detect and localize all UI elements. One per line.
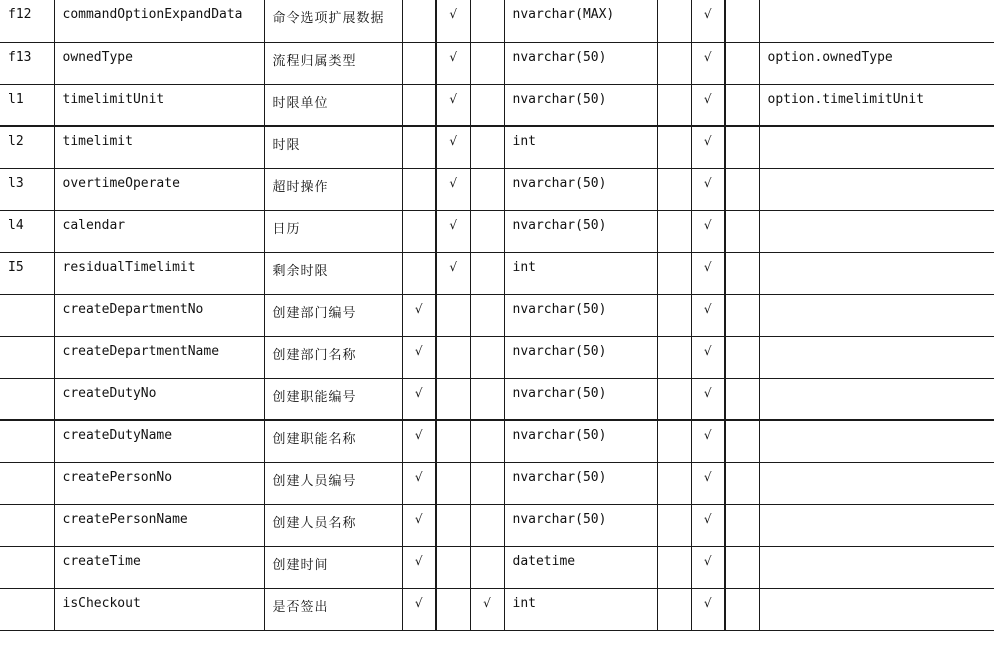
cell-code: f12	[0, 0, 54, 42]
cell-remark	[759, 420, 994, 462]
cell-check-5	[657, 462, 691, 504]
cell-check-2	[436, 420, 470, 462]
cell-check-6: √	[691, 42, 725, 84]
cell-check-1: √	[402, 546, 436, 588]
cell-data-type: nvarchar(50)	[504, 378, 657, 420]
cell-remark	[759, 0, 994, 42]
cell-data-type: nvarchar(50)	[504, 462, 657, 504]
table-row	[0, 252, 994, 294]
cell-label: 创建职能编号	[264, 378, 402, 420]
cell-code	[0, 336, 54, 378]
table-row	[0, 210, 994, 252]
cell-code	[0, 588, 54, 630]
cell-check-3	[470, 546, 504, 588]
cell-check-3: √	[470, 588, 504, 630]
cell-data-type: nvarchar(50)	[504, 84, 657, 126]
cell-data-type: int	[504, 126, 657, 168]
cell-label: 日历	[264, 210, 402, 252]
cell-check-6: √	[691, 336, 725, 378]
cell-check-6: √	[691, 84, 725, 126]
cell-remark	[759, 126, 994, 168]
cell-label: 创建部门名称	[264, 336, 402, 378]
cell-check-2	[436, 378, 470, 420]
cell-check-5	[657, 420, 691, 462]
cell-check-1: √	[402, 378, 436, 420]
cell-field-name: residualTimelimit	[54, 252, 264, 294]
cell-remark	[759, 504, 994, 546]
cell-check-1	[402, 84, 436, 126]
cell-check-7	[725, 336, 759, 378]
cell-field-name: createPersonNo	[54, 462, 264, 504]
cell-data-type: nvarchar(50)	[504, 504, 657, 546]
cell-check-7	[725, 0, 759, 42]
cell-field-name: timelimit	[54, 126, 264, 168]
cell-check-1: √	[402, 462, 436, 504]
cell-check-3	[470, 168, 504, 210]
cell-check-5	[657, 336, 691, 378]
table-row	[0, 0, 994, 42]
cell-code: l3	[0, 168, 54, 210]
cell-data-type: nvarchar(50)	[504, 42, 657, 84]
cell-label: 创建人员编号	[264, 462, 402, 504]
cell-remark	[759, 462, 994, 504]
cell-check-3	[470, 504, 504, 546]
cell-check-6: √	[691, 546, 725, 588]
cell-check-3	[470, 420, 504, 462]
cell-check-1	[402, 168, 436, 210]
cell-check-5	[657, 378, 691, 420]
cell-data-type: int	[504, 588, 657, 630]
cell-check-6: √	[691, 252, 725, 294]
cell-check-7	[725, 252, 759, 294]
cell-check-5	[657, 588, 691, 630]
table-row	[0, 420, 994, 462]
cell-check-2	[436, 336, 470, 378]
cell-code	[0, 294, 54, 336]
cell-check-5	[657, 42, 691, 84]
cell-check-7	[725, 126, 759, 168]
cell-check-2: √	[436, 210, 470, 252]
cell-check-2: √	[436, 84, 470, 126]
cell-check-6: √	[691, 0, 725, 42]
cell-remark	[759, 336, 994, 378]
cell-check-3	[470, 126, 504, 168]
table-row	[0, 336, 994, 378]
cell-check-6: √	[691, 588, 725, 630]
cell-check-3	[470, 294, 504, 336]
cell-check-1	[402, 42, 436, 84]
cell-remark: option.timelimitUnit	[759, 84, 994, 126]
table-row	[0, 126, 994, 168]
cell-remark	[759, 168, 994, 210]
cell-data-type: nvarchar(50)	[504, 420, 657, 462]
cell-field-name: createTime	[54, 546, 264, 588]
cell-check-3	[470, 42, 504, 84]
cell-field-name: createDutyName	[54, 420, 264, 462]
cell-check-1	[402, 126, 436, 168]
table-row	[0, 546, 994, 588]
cell-field-name: createDepartmentNo	[54, 294, 264, 336]
cell-check-5	[657, 84, 691, 126]
cell-check-2: √	[436, 0, 470, 42]
cell-field-name: isCheckout	[54, 588, 264, 630]
cell-check-6: √	[691, 462, 725, 504]
cell-field-name: calendar	[54, 210, 264, 252]
cell-check-1: √	[402, 336, 436, 378]
cell-data-type: nvarchar(50)	[504, 168, 657, 210]
cell-code: f13	[0, 42, 54, 84]
cell-check-2: √	[436, 42, 470, 84]
cell-check-7	[725, 294, 759, 336]
cell-check-2	[436, 504, 470, 546]
cell-code	[0, 546, 54, 588]
cell-check-7	[725, 42, 759, 84]
cell-check-2	[436, 588, 470, 630]
cell-check-1: √	[402, 504, 436, 546]
cell-remark: option.ownedType	[759, 42, 994, 84]
cell-check-7	[725, 84, 759, 126]
cell-check-1	[402, 252, 436, 294]
cell-code: l1	[0, 84, 54, 126]
cell-code	[0, 420, 54, 462]
table-row	[0, 462, 994, 504]
cell-check-6: √	[691, 210, 725, 252]
cell-check-7	[725, 462, 759, 504]
cell-field-name: commandOptionExpandData	[54, 0, 264, 42]
table-row	[0, 168, 994, 210]
cell-data-type: nvarchar(50)	[504, 294, 657, 336]
cell-label: 是否签出	[264, 588, 402, 630]
cell-check-5	[657, 210, 691, 252]
cell-data-type: datetime	[504, 546, 657, 588]
cell-check-7	[725, 588, 759, 630]
cell-check-6: √	[691, 420, 725, 462]
cell-check-1	[402, 0, 436, 42]
cell-check-5	[657, 126, 691, 168]
cell-data-type: nvarchar(50)	[504, 210, 657, 252]
table-row	[0, 588, 994, 630]
table-row	[0, 42, 994, 84]
cell-remark	[759, 252, 994, 294]
cell-data-type: nvarchar(50)	[504, 336, 657, 378]
cell-check-5	[657, 504, 691, 546]
cell-code: I5	[0, 252, 54, 294]
cell-check-2: √	[436, 252, 470, 294]
cell-label: 流程归属类型	[264, 42, 402, 84]
cell-label: 时限	[264, 126, 402, 168]
table-row	[0, 504, 994, 546]
cell-remark	[759, 588, 994, 630]
cell-code: l2	[0, 126, 54, 168]
cell-field-name: ownedType	[54, 42, 264, 84]
cell-check-3	[470, 210, 504, 252]
cell-check-3	[470, 0, 504, 42]
cell-check-3	[470, 462, 504, 504]
cell-field-name: createPersonName	[54, 504, 264, 546]
cell-check-7	[725, 378, 759, 420]
cell-check-3	[470, 378, 504, 420]
table-row	[0, 378, 994, 420]
cell-check-1: √	[402, 294, 436, 336]
cell-check-2	[436, 546, 470, 588]
cell-check-5	[657, 0, 691, 42]
cell-label: 剩余时限	[264, 252, 402, 294]
cell-check-2	[436, 462, 470, 504]
cell-check-5	[657, 294, 691, 336]
cell-check-3	[470, 84, 504, 126]
table-row	[0, 294, 994, 336]
cell-label: 时限单位	[264, 84, 402, 126]
cell-check-7	[725, 210, 759, 252]
cell-check-3	[470, 336, 504, 378]
cell-remark	[759, 546, 994, 588]
cell-check-6: √	[691, 378, 725, 420]
cell-check-1: √	[402, 420, 436, 462]
cell-label: 创建人员名称	[264, 504, 402, 546]
cell-code: l4	[0, 210, 54, 252]
cell-remark	[759, 294, 994, 336]
cell-check-7	[725, 420, 759, 462]
cell-check-2: √	[436, 168, 470, 210]
cell-check-6: √	[691, 294, 725, 336]
cell-label: 超时操作	[264, 168, 402, 210]
cell-check-6: √	[691, 168, 725, 210]
cell-code	[0, 504, 54, 546]
cell-check-1: √	[402, 588, 436, 630]
cell-check-7	[725, 168, 759, 210]
cell-field-name: createDepartmentName	[54, 336, 264, 378]
cell-check-1	[402, 210, 436, 252]
cell-check-5	[657, 168, 691, 210]
cell-code	[0, 462, 54, 504]
table-row	[0, 84, 994, 126]
cell-check-6: √	[691, 504, 725, 546]
cell-remark	[759, 210, 994, 252]
cell-data-type: nvarchar(MAX)	[504, 0, 657, 42]
cell-code	[0, 378, 54, 420]
cell-check-2	[436, 294, 470, 336]
cell-check-6: √	[691, 126, 725, 168]
cell-label: 创建时间	[264, 546, 402, 588]
cell-field-name: overtimeOperate	[54, 168, 264, 210]
cell-data-type: int	[504, 252, 657, 294]
cell-check-5	[657, 252, 691, 294]
cell-remark	[759, 378, 994, 420]
cell-label: 命令选项扩展数据	[264, 0, 402, 42]
cell-check-7	[725, 504, 759, 546]
cell-label: 创建职能名称	[264, 420, 402, 462]
cell-check-3	[470, 252, 504, 294]
cell-field-name: createDutyNo	[54, 378, 264, 420]
cell-label: 创建部门编号	[264, 294, 402, 336]
cell-check-2: √	[436, 126, 470, 168]
cell-check-7	[725, 546, 759, 588]
cell-check-5	[657, 546, 691, 588]
cell-field-name: timelimitUnit	[54, 84, 264, 126]
